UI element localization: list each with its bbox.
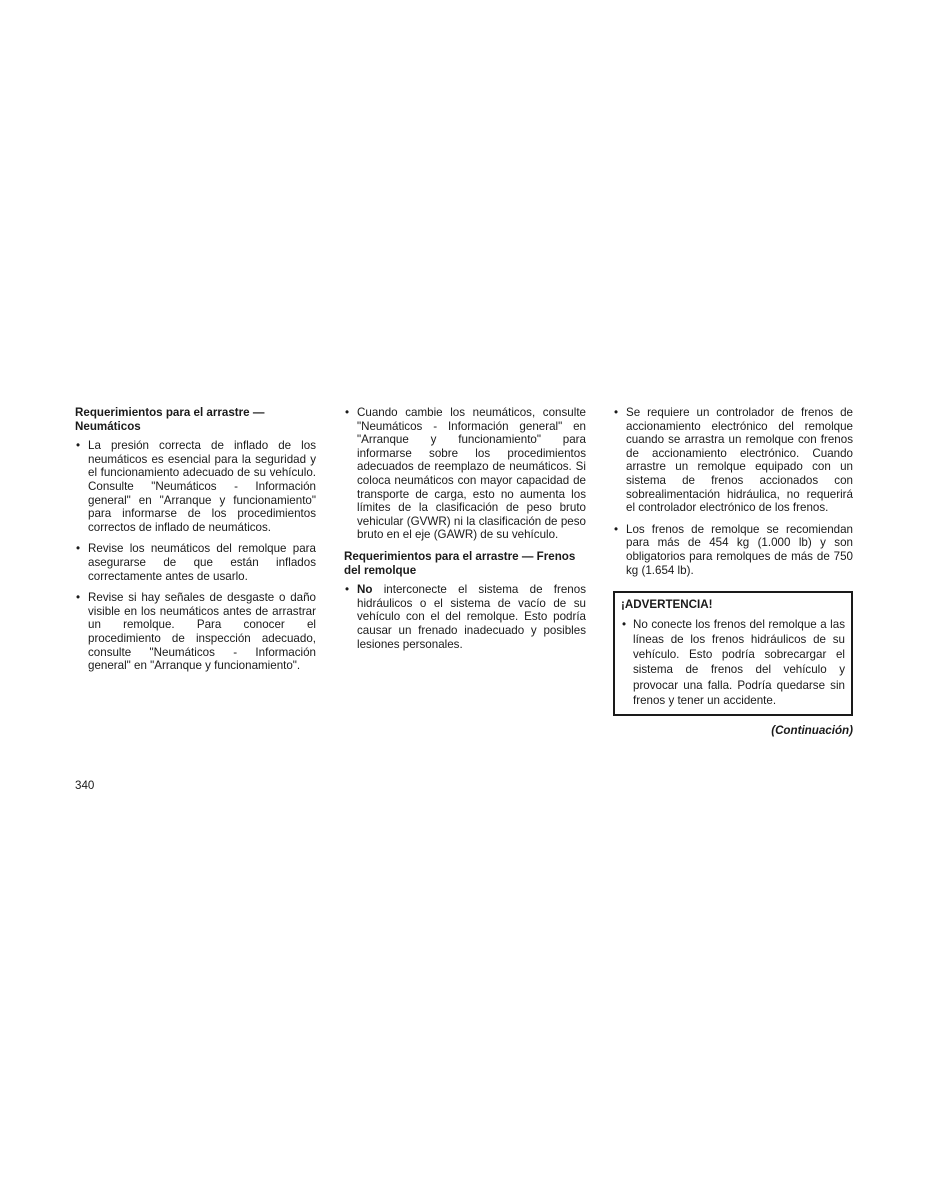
list-item [75, 439, 316, 534]
list-item-bold-lead: No [357, 583, 373, 597]
list-item [344, 406, 586, 542]
list-item-text: No conecte los frenos del remolque a las líneas de los frenos hidráulicos de su vehículo. Esto podría sobrecargar el sistema de frenos del vehículo y provocar una falla. Podría quedarse sin frenos y tener un accidente. [633, 617, 845, 707]
warning-bullet-list [621, 617, 845, 708]
list-item-text: La presión correcta de inflado de los neumáticos es esencial para la seguridad y el funcionamiento adecuado de su vehículo. Consulte "Neumáticos - Información general" en "Arranque y funcionamiento" para informarse de los procedimientos correctos de inflado de neumáticos. [88, 439, 316, 534]
list-item-text: Se requiere un controlador de frenos de accionamiento electrónico del remolque cuando se arrastra un remolque con frenos de accionamiento electrónico. Cuando arrastre un remolque equipado con un sistema de frenos accionados con sobrealimentación hidráulica, no requerirá el controlador electrónico de los frenos. [626, 406, 853, 515]
warning-title: ¡ADVERTENCIA! [621, 598, 713, 612]
column-3 [613, 406, 853, 738]
continuation-label: (Continuación) [771, 723, 853, 737]
bullet-icon: • [622, 617, 627, 631]
list-item [75, 591, 316, 673]
bullet-icon: • [76, 439, 81, 453]
list-item-text: interconecte el sistema de frenos hidráulicos o el sistema de vacío de su vehículo con el del remolque. Esto podría causar un frenado inadecuado y posibles lesiones personales. [357, 583, 586, 651]
list-item [621, 617, 845, 708]
bullet-icon: • [614, 522, 619, 536]
list-item-text: Los frenos de remolque se recomiendan para más de 454 kg (1.000 lb) y son obligatorios para remolques de más de 750 kg (1.654 lb). [626, 522, 853, 577]
list-item [344, 583, 586, 651]
page-number: 340 [75, 779, 95, 792]
list-item [613, 523, 853, 577]
warning-box [613, 591, 853, 716]
bullet-icon: • [345, 583, 350, 597]
tires-bullet-list [75, 439, 316, 673]
section-heading-tires: Requerimientos para el arrastre — Neumáticos [75, 406, 265, 433]
brakes-bullet-list-continued [613, 406, 853, 577]
bullet-icon: • [76, 542, 81, 556]
brakes-bullet-list [344, 583, 586, 651]
bullet-icon: • [345, 406, 350, 419]
list-item-text: Revise si hay señales de desgaste o daño visible en los neumáticos antes de arrastrar un remolque. Para conocer el procedimiento de inspección adecuado, consulte "Neumáticos - Información general" en "Arranque y funcionamiento". [88, 591, 316, 673]
column-2 [344, 406, 586, 659]
bullet-icon: • [614, 406, 619, 419]
list-item-text: Revise los neumáticos del remolque para asegurarse de que están inflados correctamente antes de usarlo. [88, 542, 316, 583]
bullet-icon: • [76, 591, 81, 605]
tires-bullet-list-continued [344, 406, 586, 542]
list-item-text: Cuando cambie los neumáticos, consulte "Neumáticos - Información general" en "Arranque y funcionamiento" para informarse sobre los procedimientos adecuados de reemplazo de neumáticos. Si coloca neumáticos con mayor capacidad de transporte de carga, esto no aumenta los límites de la clasificación de peso bruto vehicular (GVWR) ni la clasificación de peso bruto en el eje (GAWR) de su vehículo. [357, 406, 586, 542]
list-item [613, 406, 853, 515]
column-1 [75, 406, 316, 681]
section-heading-trailer-brakes: Requerimientos para el arrastre — Frenos del remolque [344, 549, 576, 577]
list-item [75, 542, 316, 583]
